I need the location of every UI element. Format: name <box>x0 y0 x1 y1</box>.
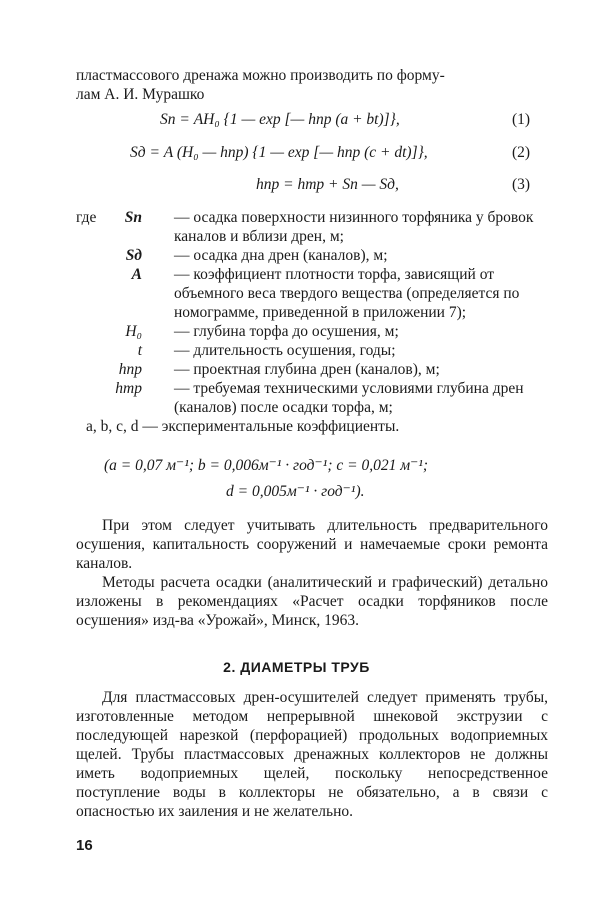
paragraph-2: Методы расчета осадки (аналитический и графический) детально изложены в рекомендациях «Расчет осадки торфяников после осушения» изд-ва «Урожай», Минск, 1963. <box>76 574 548 629</box>
formula-3-number: (3) <box>512 176 531 193</box>
legend-text: — требуемая техническими условиями глубина дрен (каналов) после осадки торфа, м; <box>174 380 524 416</box>
formula-3 <box>0 175 593 197</box>
legend-text: — глубина торфа до осушения, м; <box>174 323 399 340</box>
legend-symbol: H₀ <box>125 323 142 340</box>
formula-1-expr: Sп = AH₀ {1 — exp [— hпр (a + bt)]}, <box>160 111 400 128</box>
legend-symbol: Sп <box>124 209 142 226</box>
legend-item <box>76 379 556 417</box>
legend-symbol: hтр <box>115 380 142 397</box>
constants-line-1: (a = 0,07 м⁻¹; b = 0,006м⁻¹ · год⁻¹; c = 0,021 м⁻¹; <box>104 457 429 474</box>
legend-text: — проектная глубина дрен (каналов), м; <box>174 361 440 378</box>
intro-line-1: пластмассового дренажа можно производить по форму- <box>76 67 445 84</box>
legend-item <box>76 246 556 265</box>
formula-1 <box>0 110 593 132</box>
formula-2 <box>0 143 593 165</box>
page-number: 16 <box>76 837 93 854</box>
formula-1-number: (1) <box>512 111 531 128</box>
legend-text: — коэффициент плотности торфа, зависящий от объемного веса твердого вещества (определяется по номограмме, приведенной в приложении 7); <box>174 266 520 321</box>
legend-where: где <box>76 209 97 226</box>
paragraph-1: При этом следует учитывать длительность предварительного осушения, капитальность сооружений и намечаемые сроки ремонта каналов. <box>76 517 548 572</box>
constants-line-2: d = 0,005м⁻¹ · год⁻¹). <box>226 483 365 500</box>
formula-2-expr: Sд = A (H₀ — hпр) {1 — exp [— hпр (c + dt)]}, <box>130 144 428 161</box>
legend-text: — осадка дна дрен (каналов), м; <box>174 247 388 264</box>
legend-item <box>76 265 556 322</box>
legend-symbol: t <box>137 342 142 359</box>
section-paragraph: Для пластмассовых дрен-осушителей следует применять трубы, изготовленные методом непрерывной шнековой экструзии с последующей нарезкой (перфорацией) продольных водоприемных щелей. Трубы пластмассовых дренажных коллекторов не должны иметь водоприемных щелей, поскольку непосредственное поступление воды в коллекторы не обязательно, а в связи с опасностью их заиления и не желательно. <box>76 689 548 820</box>
legend-item <box>76 360 556 379</box>
intro-line-2: лам А. И. Мурашко <box>76 86 205 103</box>
legend-coefficients: a, b, c, d — экспериментальные коэффициенты. <box>86 418 400 435</box>
legend-text: — осадка поверхности низинного торфяника у бровок каналов и вблизи дрен, м; <box>174 209 534 245</box>
formula-2-number: (2) <box>512 144 531 161</box>
formula-3-expr: hпр = hтр + Sп — Sд, <box>256 176 399 193</box>
legend-item <box>76 208 556 246</box>
legend-symbol: Sд <box>125 247 142 264</box>
intro-text <box>76 66 548 104</box>
legend-item <box>76 322 556 341</box>
symbol-legend <box>76 208 556 436</box>
legend-symbol: A <box>131 266 142 283</box>
section-heading: 2. ДИАМЕТРЫ ТРУБ <box>223 659 370 675</box>
legend-item <box>76 341 556 360</box>
legend-symbol: hпр <box>118 361 142 378</box>
legend-text: — длительность осушения, годы; <box>174 342 396 359</box>
